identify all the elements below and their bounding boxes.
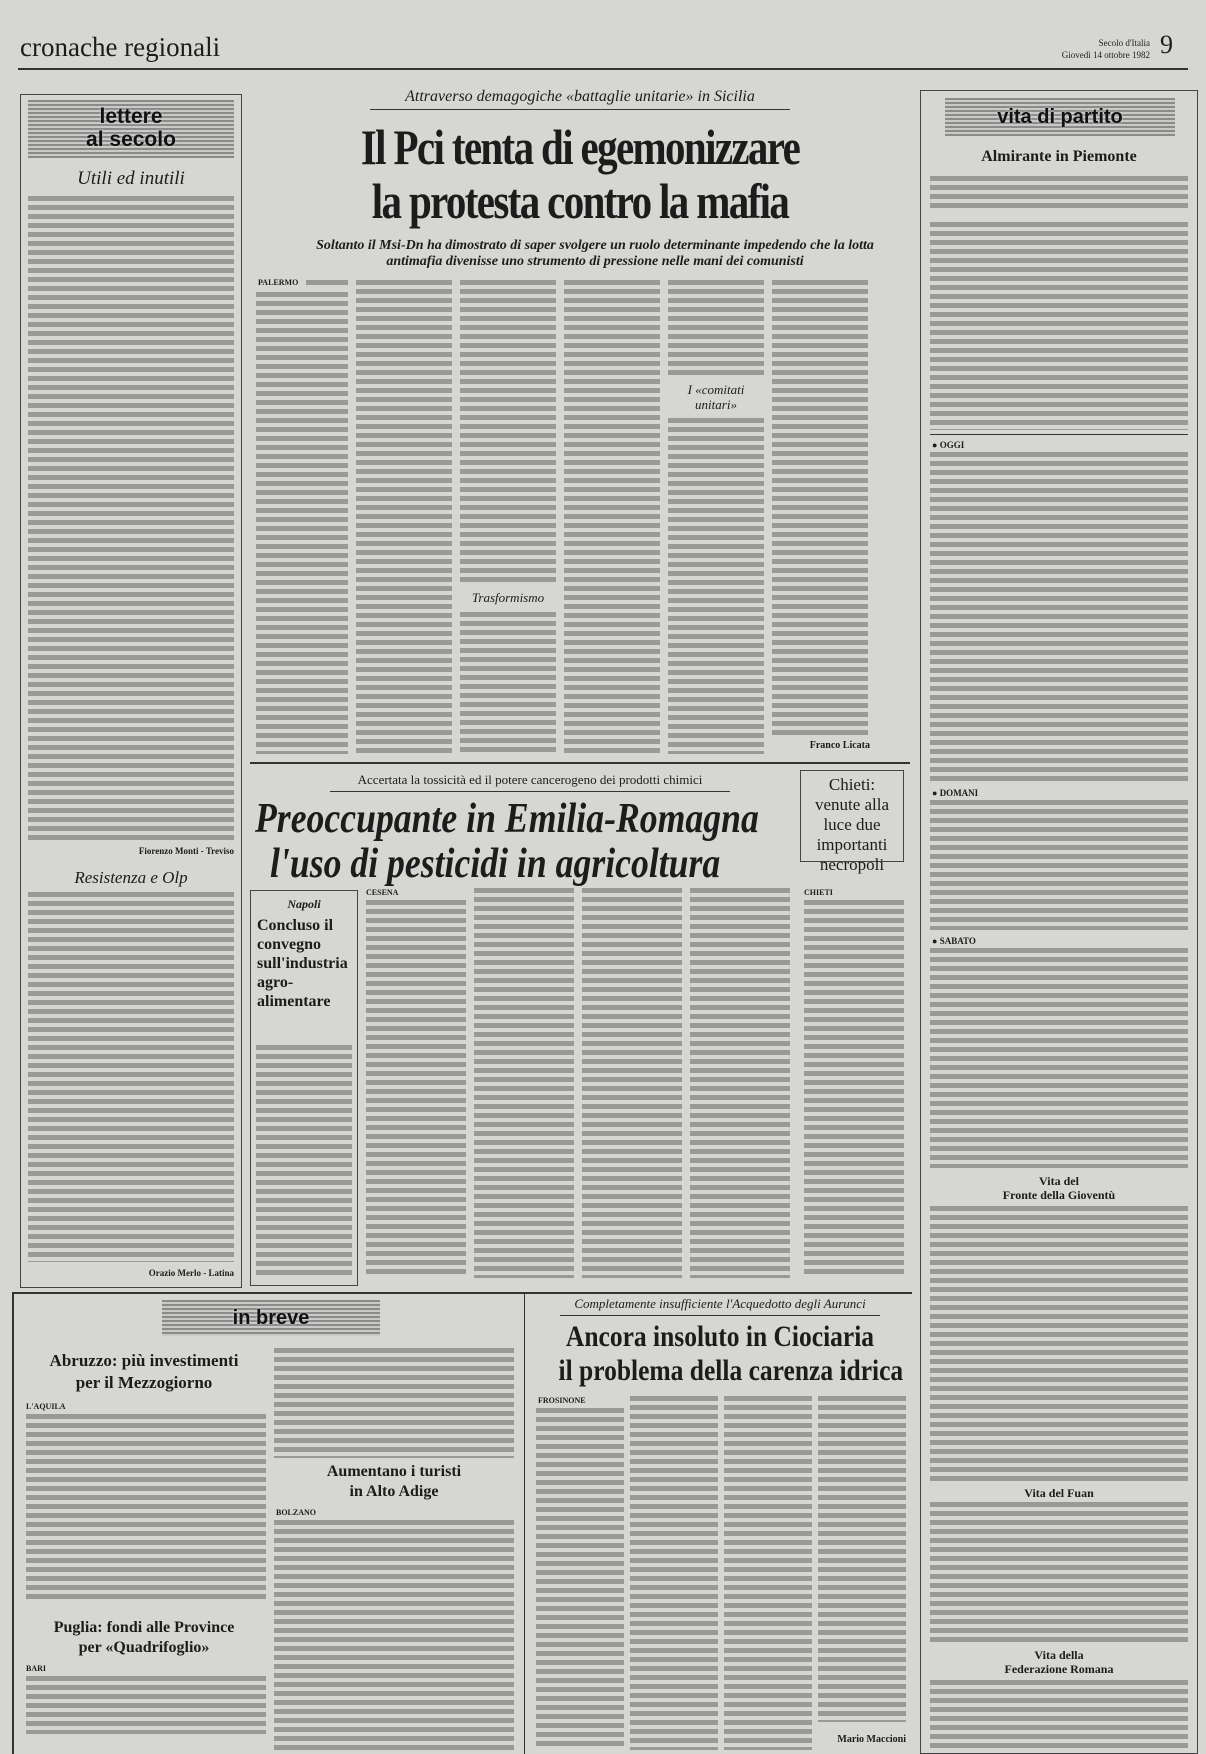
brief-item1-cont [274, 1348, 514, 1458]
brief-item3-line1: Puglia: fondi alle Province [53, 1619, 235, 1636]
letter-title: Utili ed inutili [77, 168, 185, 189]
brief-item2-body [274, 1520, 514, 1754]
brief-item3-body [26, 1676, 266, 1734]
brief-item1-headline [24, 1350, 264, 1394]
party-headline: Almirante in Piemonte [981, 148, 1137, 165]
party-rule [930, 434, 1188, 435]
emilia-headline-2: l'uso di pesticidi in agricoltura [270, 841, 721, 887]
federazione-title-1: Vita della [1034, 1648, 1084, 1662]
brief-item2-dateline: BOLZANO [276, 1508, 317, 1517]
chieti-headline: Chieti: venute alla luce due importanti necropoli [814, 775, 890, 874]
napoli-place: Napoli [287, 897, 321, 911]
federazione-body [930, 1680, 1188, 1750]
letter-signature: Fiorenzo Monti - Treviso [138, 846, 234, 856]
lead-dateline: PALERMO [258, 278, 299, 287]
brief-item3-headline [24, 1618, 264, 1658]
lead-col-5a [668, 280, 764, 378]
party-schedule [930, 222, 1188, 430]
letters-banner [28, 100, 234, 158]
emilia-col-2 [474, 888, 574, 1278]
lead-kicker: Attraverso demagogiche «battaglie unitarie» in Sicilia [370, 88, 790, 110]
fuan-body [930, 1502, 1188, 1642]
oggi-list [930, 452, 1188, 782]
lead-col-3b [460, 612, 556, 754]
lead-col-2 [356, 280, 452, 754]
brief-left-border [12, 1292, 14, 1754]
lead-col-6 [772, 280, 868, 736]
letters-banner-line2: al secolo [86, 128, 176, 151]
sabato-text: SABATO [939, 936, 976, 946]
fronte-list [930, 1206, 1188, 1484]
chieti-body [804, 900, 904, 1278]
fronte-title-1: Vita del [1039, 1174, 1079, 1188]
ciociaria-byline: Mario Maccioni [837, 1734, 906, 1745]
brief-banner [162, 1300, 380, 1336]
oggi-text: OGGI [939, 440, 965, 450]
lead-subhead-2: Trasformismo [471, 590, 545, 605]
section-title: cronache regionali [20, 32, 221, 62]
party-banner [945, 98, 1175, 136]
lead-deck: Soltanto il Msi-Dn ha dimostrato di saper svolgere un ruolo determinante impedendo che la lotta antimafia divenisse uno strumento di pressione nelle mani dei comunisti [316, 238, 874, 269]
letter-subhead: Resistenza e Olp [74, 868, 188, 887]
emilia-dateline: CESENA [366, 888, 399, 897]
paper-name: Secolo d'Italia [1098, 38, 1150, 48]
brief-item1-line2: per il Mezzogiorno [75, 1373, 213, 1392]
party-intro [930, 176, 1188, 212]
brief-item1-dateline: L'AQUILA [26, 1402, 66, 1411]
lead-col-1 [306, 280, 348, 288]
fronte-title-2: Fronte della Gioventù [1002, 1188, 1116, 1202]
emilia-col-3 [582, 888, 682, 1278]
lead-col-4 [564, 280, 660, 754]
chieti-dateline: CHIETI [804, 888, 833, 897]
ciociaria-col-1 [536, 1408, 624, 1750]
brief-item2-line2: in Alto Adige [349, 1483, 439, 1500]
letter-signature-2: Orazio Merlo - Latina [148, 1268, 234, 1278]
section-rule [250, 762, 910, 764]
domani-label: ● DOMANI [932, 788, 979, 798]
ciociaria-headline-2: il problema della carenza idrica [558, 1354, 904, 1387]
brief-item2-headline [274, 1462, 514, 1502]
federazione-title [928, 1648, 1190, 1676]
lead-subhead-1: I «comitati unitari» [687, 382, 745, 412]
ciociaria-col-3 [724, 1396, 812, 1750]
ciociaria-kicker: Completamente insufficiente l'Acquedotto degli Aurunci [560, 1296, 880, 1316]
brief-banner-title: in breve [232, 1306, 310, 1329]
lead-col-1b [256, 292, 348, 754]
ciociaria-col-2 [630, 1396, 718, 1750]
brief-item1-body [26, 1414, 266, 1602]
party-banner-title: vita di partito [997, 105, 1123, 128]
sabato-label: ● SABATO [932, 936, 976, 946]
brief-item3-dateline: BARI [26, 1664, 47, 1673]
brief-item1-line1: Abruzzo: più investimenti [49, 1351, 239, 1370]
letter-body-2 [28, 892, 234, 1262]
lead-col-5b [668, 418, 764, 754]
oggi-label: ● OGGI [932, 440, 965, 450]
lead-headline-1: Il Pci tenta di egemonizzare [360, 119, 800, 175]
fronte-title [928, 1174, 1190, 1202]
letters-banner-line1: lettere [99, 105, 163, 128]
ciociaria-col-4 [818, 1396, 906, 1722]
napoli-headline: Concluso il convegno sull'industria agro-alimentare [257, 917, 348, 1010]
brief-item3-line2: per «Quadrifoglio» [78, 1639, 210, 1656]
lead-byline: Franco Licata [809, 740, 870, 751]
brief-rule [12, 1292, 912, 1294]
brief-item2-line1: Aumentano i turisti [326, 1463, 462, 1480]
lead-headline-2: la protesta contro la mafia [371, 173, 789, 229]
federazione-title-2: Federazione Romana [1004, 1662, 1114, 1676]
ciociaria-left-border [524, 1292, 525, 1754]
header-rule [18, 68, 1188, 70]
domani-list [930, 800, 1188, 930]
emilia-kicker: Accertata la tossicità ed il potere cancerogeno dei prodotti chimici [330, 772, 730, 792]
napoli-body [256, 1045, 352, 1275]
fuan-title: Vita del Fuan [1024, 1486, 1094, 1500]
ciociaria-dateline: FROSINONE [538, 1396, 586, 1405]
sabato-list [930, 948, 1188, 1168]
lead-col-3a [460, 280, 556, 585]
letter-body [28, 196, 234, 842]
page-number: 9 [1160, 30, 1173, 59]
domani-text: DOMANI [939, 788, 979, 798]
emilia-headline-1: Preoccupante in Emilia-Romagna [255, 796, 759, 842]
emilia-col-4 [690, 888, 790, 1278]
issue-date: Giovedì 14 ottobre 1982 [1061, 50, 1150, 60]
emilia-col-1 [366, 900, 466, 1278]
ciociaria-headline-1: Ancora insoluto in Ciociaria [565, 1320, 875, 1353]
chieti-box [800, 770, 904, 874]
